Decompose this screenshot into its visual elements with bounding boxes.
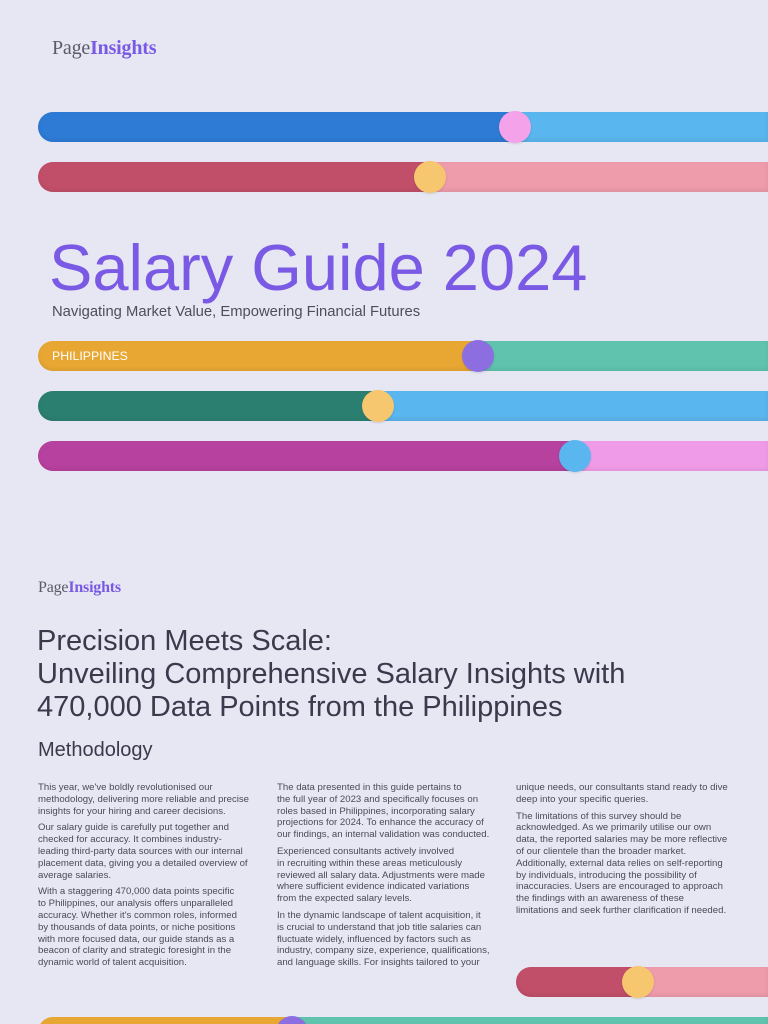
- body-paragraph: Experienced consultants actively involved in recruiting within these areas meticulously reviewed all salary data. Adjustments were made where sufficient evidence indicated variations from the expected salary levels.: [277, 845, 485, 905]
- decor-bar-knob: [276, 1016, 308, 1024]
- decor-bar-knob: [362, 390, 394, 422]
- body-paragraph: This year, we've boldly revolutionised our methodology, delivering more reliable and precise insights for your hiring and career decisions.: [38, 782, 250, 817]
- country-label: PHILIPPINES: [52, 349, 128, 363]
- decor-bar-blue: [38, 112, 768, 142]
- text-column-3: [516, 782, 738, 922]
- decor-bar-knob: [559, 440, 591, 472]
- logo-insights-text: Insights: [68, 579, 121, 596]
- decor-bar-orange: [38, 341, 768, 371]
- decor-bar-clip: [38, 1016, 768, 1024]
- body-paragraph: In the dynamic landscape of talent acquisition, it is crucial to understand that job title salaries can fluctuate widely, influenced by factors such as industry, company size, experience, qualifications, and language skills. For insights tailored to your: [277, 909, 490, 969]
- text-column-2: [277, 782, 499, 974]
- decor-bar-magenta: [38, 441, 768, 471]
- decor-bar-knob: [462, 340, 494, 372]
- decor-bar-orange-bottom: [38, 1017, 768, 1024]
- decor-bar-knob: [414, 161, 446, 193]
- body-paragraph: Our salary guide is carefully put together and checked for accuracy. It combines industry- leading third-party data sources with our internal placement data, giving you a detailed overview of average salaries.: [38, 822, 248, 881]
- decor-bar-red: [38, 162, 768, 192]
- logo-page-text: Page: [52, 37, 91, 59]
- intro-heading-line: Unveiling Comprehensive Salary Insights with: [37, 658, 626, 690]
- decor-bar-knob: [622, 966, 654, 998]
- body-paragraph: With a staggering 470,000 data points specific to Philippines, our analysis offers unparalleled accuracy. Whether it's common roles, informed by thousands of data points, or niche positions with more focused data, our guide stands as a beacon of clarity and strategic foresight in the dynamic world of talent acquisition.: [38, 886, 237, 969]
- cover-title: Salary Guide 2024: [49, 231, 588, 304]
- body-paragraph: The data presented in this guide pertains to the full year of 2023 and specifically focuses on roles based in Philippines, incorporating salary projections for 2024. To enhance the accuracy of our findings, an internal validation was conducted.: [277, 782, 490, 841]
- methodology-title: Methodology: [38, 739, 153, 761]
- intro-heading-line: 470,000 Data Points from the Philippines: [37, 691, 563, 723]
- logo-insights-text: Insights: [90, 37, 157, 59]
- intro-heading: [37, 625, 625, 724]
- intro-heading-line: Precision Meets Scale:: [37, 625, 332, 657]
- body-paragraph: The limitations of this survey should be acknowledged. As we primarily utilise our own data, the reported salaries may be more reflective of our clientele than the broader market. Additionally, external data relies on self-reporting by individuals, introducing the possibility of inaccuracies. Users are encouraged to approach the findings with an awareness of these limitations and seek further clarification if needed.: [516, 810, 728, 916]
- brand-logo-small: [38, 578, 121, 598]
- brand-logo: [52, 36, 156, 60]
- decor-bar-knob: [499, 111, 531, 143]
- logo-page-text: Page: [38, 579, 69, 596]
- decor-bar-red-bottom: [516, 967, 768, 997]
- decor-bar-teal: [38, 391, 768, 421]
- text-column-1: [38, 782, 260, 974]
- body-paragraph: unique needs, our consultants stand ready to dive deep into your specific queries.: [516, 782, 728, 805]
- cover-subtitle: Navigating Market Value, Empowering Financial Futures: [52, 304, 421, 320]
